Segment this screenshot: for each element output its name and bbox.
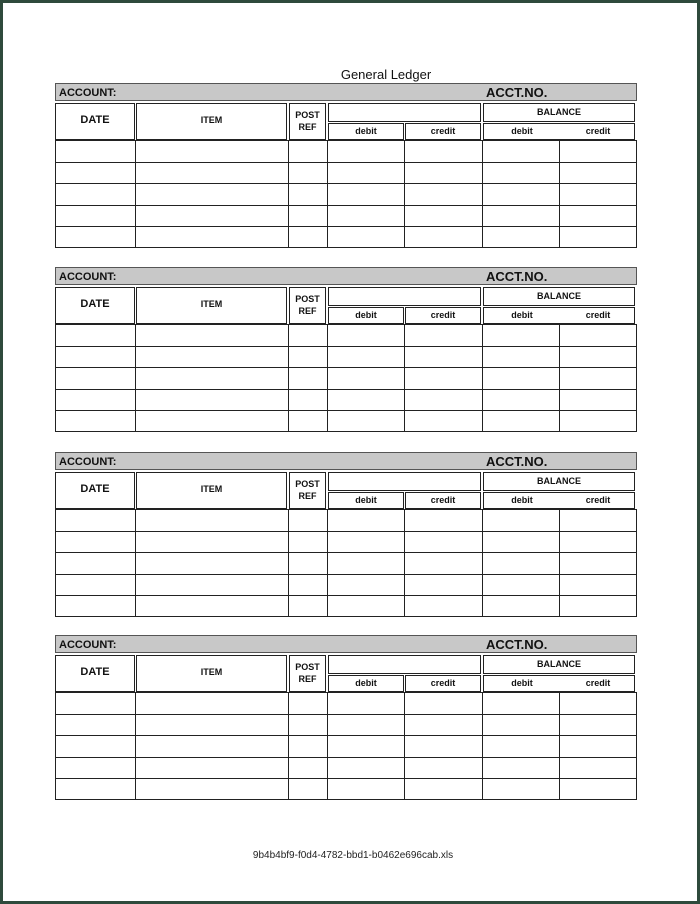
acct-no-label: ACCT.NO. bbox=[486, 454, 548, 469]
balance-subheader bbox=[483, 307, 635, 324]
grid-row-line bbox=[55, 183, 637, 184]
grid-column-line bbox=[55, 510, 56, 617]
grid-column-line bbox=[135, 325, 136, 432]
date-header bbox=[55, 287, 135, 324]
date-header-label: DATE bbox=[80, 298, 110, 310]
balance-header-label: BALANCE bbox=[537, 659, 581, 669]
grid-row-line bbox=[55, 367, 637, 368]
balance-credit-label: credit bbox=[585, 678, 611, 688]
grid-column-line bbox=[327, 510, 328, 617]
item-header bbox=[136, 287, 287, 324]
amount-group-header bbox=[328, 655, 481, 674]
grid-column-line bbox=[559, 141, 560, 248]
acct-no-label: ACCT.NO. bbox=[486, 85, 548, 100]
acct-no-label: ACCT.NO. bbox=[486, 637, 548, 652]
post-label: POST bbox=[295, 110, 320, 120]
grid-column-line bbox=[55, 141, 56, 248]
grid-row-line bbox=[55, 226, 637, 227]
balance-subheader bbox=[483, 123, 635, 140]
grid-column-line bbox=[636, 510, 637, 617]
account-bar bbox=[55, 452, 637, 470]
file-name-footer: 9b4b4bf9-f0d4-4782-bbd1-b0462e696cab.xls bbox=[252, 850, 454, 861]
balance-header-label: BALANCE bbox=[537, 476, 581, 486]
grid-row-line bbox=[55, 410, 637, 411]
debit-header bbox=[328, 123, 404, 140]
grid-row-line bbox=[55, 778, 637, 779]
balance-header-label: BALANCE bbox=[537, 291, 581, 301]
date-header bbox=[55, 655, 135, 692]
grid-column-line bbox=[636, 693, 637, 800]
grid-column-line bbox=[482, 141, 483, 248]
grid-row-line bbox=[55, 595, 637, 596]
credit-header bbox=[405, 307, 481, 324]
balance-debit-label: debit bbox=[511, 126, 533, 136]
item-header-label: ITEM bbox=[200, 299, 223, 309]
grid-bottom-line bbox=[55, 431, 637, 432]
item-header bbox=[136, 472, 287, 509]
debit-header-label: debit bbox=[355, 310, 377, 320]
balance-header bbox=[483, 287, 635, 306]
grid-column-line bbox=[288, 510, 289, 617]
credit-header-label: credit bbox=[430, 678, 456, 688]
entry-grid bbox=[55, 509, 637, 617]
grid-row-line bbox=[55, 162, 637, 163]
grid-column-line bbox=[55, 693, 56, 800]
grid-column-line bbox=[327, 693, 328, 800]
amount-group-header bbox=[328, 287, 481, 306]
post-label: POST bbox=[295, 294, 320, 304]
post-ref-header bbox=[289, 655, 326, 692]
credit-header bbox=[405, 675, 481, 692]
grid-column-line bbox=[636, 325, 637, 432]
grid-row-line bbox=[55, 531, 637, 532]
credit-header-label: credit bbox=[430, 310, 456, 320]
balance-debit-label: debit bbox=[511, 495, 533, 505]
grid-column-line bbox=[404, 325, 405, 432]
grid-column-line bbox=[135, 141, 136, 248]
grid-column-line bbox=[404, 510, 405, 617]
amount-group-header bbox=[328, 103, 481, 122]
account-bar bbox=[55, 83, 637, 101]
grid-row-line bbox=[55, 574, 637, 575]
debit-header-label: debit bbox=[355, 126, 377, 136]
post-ref-header bbox=[289, 287, 326, 324]
balance-subheader bbox=[483, 675, 635, 692]
item-header bbox=[136, 103, 287, 140]
grid-row-line bbox=[55, 205, 637, 206]
grid-column-line bbox=[482, 510, 483, 617]
grid-column-line bbox=[559, 693, 560, 800]
entry-grid bbox=[55, 324, 637, 432]
grid-bottom-line bbox=[55, 616, 637, 617]
grid-column-line bbox=[559, 325, 560, 432]
balance-debit-label: debit bbox=[511, 310, 533, 320]
ref-label: REF bbox=[298, 674, 317, 684]
account-label: ACCOUNT: bbox=[59, 456, 117, 468]
post-ref-header bbox=[289, 472, 326, 509]
grid-column-line bbox=[559, 510, 560, 617]
post-label: POST bbox=[295, 479, 320, 489]
date-header-label: DATE bbox=[80, 666, 110, 678]
grid-column-line bbox=[404, 141, 405, 248]
grid-column-line bbox=[135, 510, 136, 617]
balance-credit-label: credit bbox=[585, 310, 611, 320]
grid-column-line bbox=[288, 693, 289, 800]
grid-bottom-line bbox=[55, 247, 637, 248]
item-header-label: ITEM bbox=[200, 667, 223, 677]
balance-header bbox=[483, 655, 635, 674]
grid-row-line bbox=[55, 714, 637, 715]
balance-subheader bbox=[483, 492, 635, 509]
item-header-label: ITEM bbox=[200, 484, 223, 494]
balance-header bbox=[483, 472, 635, 491]
entry-grid bbox=[55, 140, 637, 248]
account-bar bbox=[55, 635, 637, 653]
debit-header bbox=[328, 307, 404, 324]
date-header bbox=[55, 103, 135, 140]
grid-row-line bbox=[55, 552, 637, 553]
grid-column-line bbox=[55, 325, 56, 432]
post-label: POST bbox=[295, 662, 320, 672]
date-header-label: DATE bbox=[80, 483, 110, 495]
account-label: ACCOUNT: bbox=[59, 87, 117, 99]
amount-group-header bbox=[328, 472, 481, 491]
credit-header-label: credit bbox=[430, 126, 456, 136]
grid-row-line bbox=[55, 346, 637, 347]
grid-column-line bbox=[288, 141, 289, 248]
account-bar bbox=[55, 267, 637, 285]
grid-column-line bbox=[288, 325, 289, 432]
ref-label: REF bbox=[298, 491, 317, 501]
ledger-block bbox=[55, 635, 637, 860]
debit-header bbox=[328, 675, 404, 692]
credit-header bbox=[405, 492, 481, 509]
grid-column-line bbox=[327, 325, 328, 432]
grid-column-line bbox=[482, 325, 483, 432]
grid-column-line bbox=[327, 141, 328, 248]
item-header-label: ITEM bbox=[200, 115, 223, 125]
item-header bbox=[136, 655, 287, 692]
acct-no-label: ACCT.NO. bbox=[486, 269, 548, 284]
account-label: ACCOUNT: bbox=[59, 639, 117, 651]
ref-label: REF bbox=[298, 306, 317, 316]
date-header bbox=[55, 472, 135, 509]
grid-column-line bbox=[636, 141, 637, 248]
debit-header-label: debit bbox=[355, 495, 377, 505]
grid-bottom-line bbox=[55, 799, 637, 800]
date-header-label: DATE bbox=[80, 114, 110, 126]
balance-credit-label: credit bbox=[585, 495, 611, 505]
credit-header bbox=[405, 123, 481, 140]
post-ref-header bbox=[289, 103, 326, 140]
balance-header-label: BALANCE bbox=[537, 107, 581, 117]
account-label: ACCOUNT: bbox=[59, 271, 117, 283]
balance-header bbox=[483, 103, 635, 122]
debit-header bbox=[328, 492, 404, 509]
grid-row-line bbox=[55, 757, 637, 758]
grid-row-line bbox=[55, 389, 637, 390]
page-title: General Ledger bbox=[340, 67, 432, 82]
grid-column-line bbox=[135, 693, 136, 800]
credit-header-label: credit bbox=[430, 495, 456, 505]
balance-credit-label: credit bbox=[585, 126, 611, 136]
balance-debit-label: debit bbox=[511, 678, 533, 688]
entry-grid bbox=[55, 692, 637, 800]
grid-column-line bbox=[404, 693, 405, 800]
ref-label: REF bbox=[298, 122, 317, 132]
grid-row-line bbox=[55, 735, 637, 736]
debit-header-label: debit bbox=[355, 678, 377, 688]
grid-column-line bbox=[482, 693, 483, 800]
